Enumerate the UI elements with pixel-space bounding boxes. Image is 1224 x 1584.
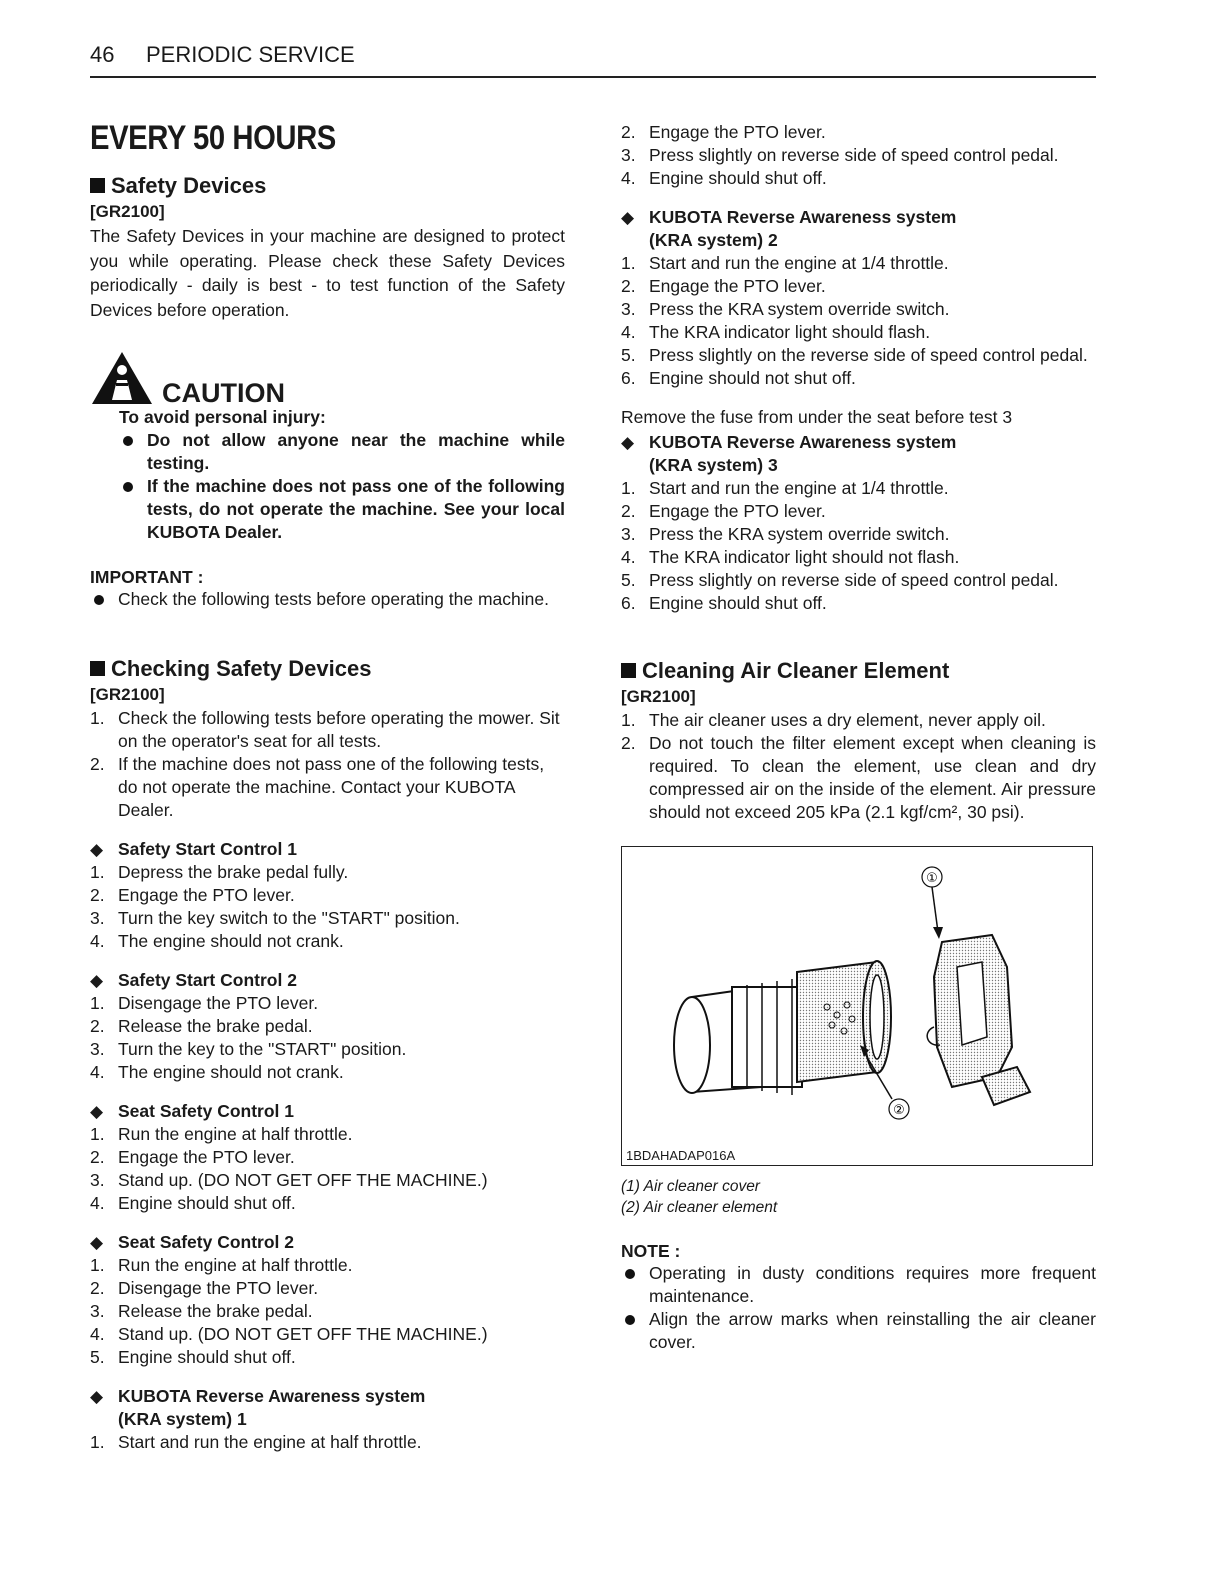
- note-bullet: Align the arrow marks when reinstalling the air cleaner cover.: [621, 1308, 1096, 1354]
- list-item: 3. Turn the key to the "START" position.: [90, 1039, 407, 1060]
- list-item: 5. Press slightly on the reverse side of speed control pedal.: [621, 345, 1088, 365]
- step-list: [90, 1254, 565, 1369]
- list-item: 3. Turn the key switch to the "START" position.: [90, 908, 460, 929]
- model-tag: [GR2100]: [90, 685, 165, 705]
- checking-section: [90, 655, 565, 822]
- list-item: 1. Run the engine at half throttle.: [90, 1124, 353, 1145]
- list-item: 1. Disengage the PTO lever.: [90, 993, 319, 1014]
- figure-captions: [621, 1176, 1096, 1218]
- caution-label: CAUTION: [162, 378, 285, 409]
- important-label: IMPORTANT :: [90, 567, 204, 588]
- callout-1-label: ①: [926, 871, 938, 886]
- list-item: 2. Engage the PTO lever.: [90, 1147, 295, 1168]
- caution-bullet: Do not allow anyone near the machine while testing.: [119, 429, 565, 475]
- list-item: 2. Engage the PTO lever.: [621, 122, 826, 142]
- model-tag: [GR2100]: [90, 202, 165, 221]
- list-item: 2. Do not touch the filter element except when cleaning is required. To clean the element, use clean and dry compressed air on the inside of the element. Air pressure should not exceed 205 kPa (2.1 kgf/cm², 30 psi).: [621, 733, 1096, 822]
- page-number: 46: [90, 42, 115, 67]
- test-kra-2: [621, 206, 1096, 390]
- step-list: [90, 707, 565, 822]
- test-title: ◆ Safety Start Control 2: [90, 969, 565, 992]
- test-title: ◆ Seat Safety Control 2: [90, 1231, 565, 1254]
- step-list: [621, 477, 1096, 615]
- list-item: 3. Release the brake pedal.: [90, 1301, 313, 1322]
- caution-body: [119, 406, 565, 544]
- note-label: NOTE :: [621, 1241, 681, 1261]
- caption-item: (1) Air cleaner cover: [621, 1178, 760, 1195]
- warning-triangle-icon: [90, 350, 154, 406]
- test-kra-1: [90, 1385, 565, 1454]
- list-item: 2. Release the brake pedal.: [90, 1016, 313, 1037]
- left-column: [90, 108, 565, 1454]
- caption-item: (2) Air cleaner element: [621, 1199, 778, 1216]
- right-column: [621, 121, 1096, 1354]
- section-title: Safety Devices: [90, 172, 565, 200]
- test-kra-3: [621, 431, 1096, 615]
- section-body: The Safety Devices in your machine are designed to protect you while operating. Please check these Safety Devices periodically - daily is best - to test function of the Safety Devices before operation.: [90, 226, 565, 320]
- callout-2-label: ②: [893, 1103, 905, 1118]
- caution-header: [90, 350, 565, 409]
- step-list: [90, 861, 565, 953]
- list-item: 6. Engine should shut off.: [621, 593, 827, 613]
- list-item: 6. Engine should not shut off.: [621, 368, 856, 388]
- square-bullet-icon: [90, 661, 105, 676]
- kra1-continued-list: [621, 121, 1096, 190]
- test-title: ◆ KUBOTA Reverse Awareness system (KRA system) 1: [90, 1385, 458, 1431]
- step-list: [621, 709, 1096, 824]
- air-cleaner-section: [621, 657, 1096, 824]
- list-item: 3. Press the KRA system override switch.: [621, 524, 950, 544]
- page-title: PERIODIC SERVICE: [146, 42, 355, 67]
- step-list: [90, 1123, 565, 1215]
- important-bullet: Check the following tests before operating the machine.: [90, 588, 565, 611]
- page-header: [90, 42, 1096, 78]
- list-item: 4. Engine should shut off.: [90, 1193, 296, 1214]
- test-title: ◆ Seat Safety Control 1: [90, 1100, 565, 1123]
- test-safety-start-2: [90, 969, 565, 1084]
- list-item: 3. Stand up. (DO NOT GET OFF THE MACHINE.): [90, 1170, 488, 1191]
- test-title: ◆ KUBOTA Reverse Awareness system (KRA system) 3: [621, 431, 989, 477]
- square-bullet-icon: [90, 178, 105, 193]
- model-tag: [GR2100]: [621, 687, 696, 706]
- list-item: 4. Engine should shut off.: [621, 168, 827, 188]
- list-item: 1. Start and run the engine at 1/4 throttle.: [621, 478, 949, 498]
- list-item: 2. If the machine does not pass one of the following tests, do not operate the machine. Contact your KUBOTA Dealer.: [90, 754, 545, 821]
- step-list: [90, 1431, 565, 1454]
- caution-box: [90, 350, 565, 544]
- section-title: Cleaning Air Cleaner Element: [621, 657, 1096, 685]
- caution-bullet: If the machine does not pass one of the following tests, do not operate the machine. See your local KUBOTA Dealer.: [119, 475, 565, 544]
- main-title: EVERY 50 HOURS: [90, 119, 336, 157]
- fuse-note: Remove the fuse from under the seat before test 3: [621, 407, 1013, 427]
- test-title: ◆ Safety Start Control 1: [90, 838, 565, 861]
- list-item: 3. Press slightly on reverse side of speed control pedal.: [621, 145, 1059, 165]
- air-cleaner-illustration: [622, 847, 1092, 1165]
- safety-devices-section: [90, 172, 565, 322]
- list-item: 2. Engage the PTO lever.: [621, 276, 826, 296]
- step-list: [621, 252, 1096, 390]
- list-item: 5. Press slightly on reverse side of speed control pedal.: [621, 570, 1059, 590]
- test-seat-safety-2: [90, 1231, 565, 1369]
- list-item: 2. Disengage the PTO lever.: [90, 1278, 319, 1299]
- list-item: 1. Start and run the engine at 1/4 throttle.: [621, 253, 949, 273]
- list-item: 5. Engine should shut off.: [90, 1347, 296, 1368]
- list-item: 1. Check the following tests before operating the mower. Sit on the operator's seat for all tests.: [90, 708, 560, 752]
- list-item: 4. Stand up. (DO NOT GET OFF THE MACHINE.): [90, 1324, 488, 1345]
- figure-code: 1BDAHADAP016A: [626, 1148, 736, 1163]
- note-bullet: Operating in dusty conditions requires more frequent maintenance.: [621, 1262, 1096, 1308]
- list-item: 4. The KRA indicator light should flash.: [621, 322, 931, 342]
- list-item: 4. The KRA indicator light should not flash.: [621, 547, 960, 567]
- list-item: 1. The air cleaner uses a dry element, never apply oil.: [621, 710, 1046, 730]
- list-item: 4. The engine should not crank.: [90, 1062, 344, 1083]
- step-list: [90, 992, 565, 1084]
- list-item: 3. Press the KRA system override switch.: [621, 299, 950, 319]
- list-item: 4. The engine should not crank.: [90, 931, 344, 952]
- square-bullet-icon: [621, 663, 636, 678]
- test-safety-start-1: [90, 838, 565, 953]
- caution-lead: To avoid personal injury:: [119, 407, 326, 428]
- air-cleaner-figure: [621, 846, 1093, 1166]
- list-item: 2. Engage the PTO lever.: [621, 501, 826, 521]
- test-title: ◆ KUBOTA Reverse Awareness system (KRA system) 2: [621, 206, 989, 252]
- list-item: 1. Start and run the engine at half throttle.: [90, 1432, 422, 1453]
- section-title: Checking Safety Devices: [90, 655, 565, 683]
- list-item: 1. Run the engine at half throttle.: [90, 1255, 353, 1276]
- list-item: 2. Engage the PTO lever.: [90, 885, 295, 906]
- test-seat-safety-1: [90, 1100, 565, 1215]
- list-item: 1. Depress the brake pedal fully.: [90, 862, 349, 883]
